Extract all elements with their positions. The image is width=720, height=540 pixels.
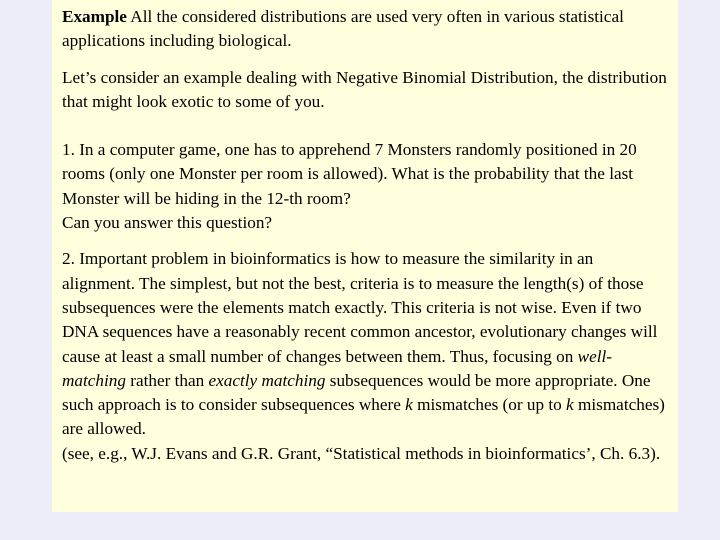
question-1-followup: Can you answer this question?: [62, 213, 273, 233]
question-2-part2: rather than: [130, 370, 205, 390]
slide-text-body: [62, 5, 668, 466]
question-1-text: 1. In a computer game, one has to apprehend 7 Monsters randomly positioned in 20 rooms (only one Monster per room is allowed). What is the probability that the last Monster will be hiding in the 12-th room?: [62, 140, 637, 208]
question-2-part3: subsequences would be more appropriate. One such approach is to consider subsequences where: [62, 370, 651, 415]
question-2-paragraph: [62, 247, 668, 466]
example-paragraph: [62, 5, 668, 54]
question-2-part4: mismatches (or up to: [417, 395, 562, 415]
question-2-part5: mismatches) are allowed.: [62, 395, 665, 439]
question-2-emphasis-well-matching: well-matching: [62, 346, 613, 390]
question-2-emphasis-k-2: k: [566, 395, 574, 415]
question-2-emphasis-exactly-matching: exactly matching: [208, 370, 326, 390]
slide-panel: [52, 0, 678, 512]
question-2-emphasis-k: k: [405, 395, 413, 415]
question-2-reference: (see, e.g., W.J. Evans and G.R. Grant, “Statistical methods in bioinformatics’, Ch. 6.3).: [62, 443, 661, 463]
question-1-paragraph: [62, 138, 668, 235]
question-2-part1: 2. Important problem in bioinformatics is how to measure the similarity in an alignment. The simplest, but not the best, criteria is to measure the length(s) of those subsequences were the elements match exactly. This criteria is not wise. Even if two DNA sequences have a reasonably recent common ancestor, evolutionary changes will cause at least a small number of changes between them. Thus, focusing on: [62, 249, 658, 366]
intro-paragraph: Let’s consider an example dealing with Negative Binomial Distribution, the distribution that might look exotic to some of you.: [62, 67, 667, 111]
example-label: Example: [62, 7, 127, 26]
example-text: All the considered distributions are used very often in various statistical applications including biological.: [62, 7, 624, 51]
